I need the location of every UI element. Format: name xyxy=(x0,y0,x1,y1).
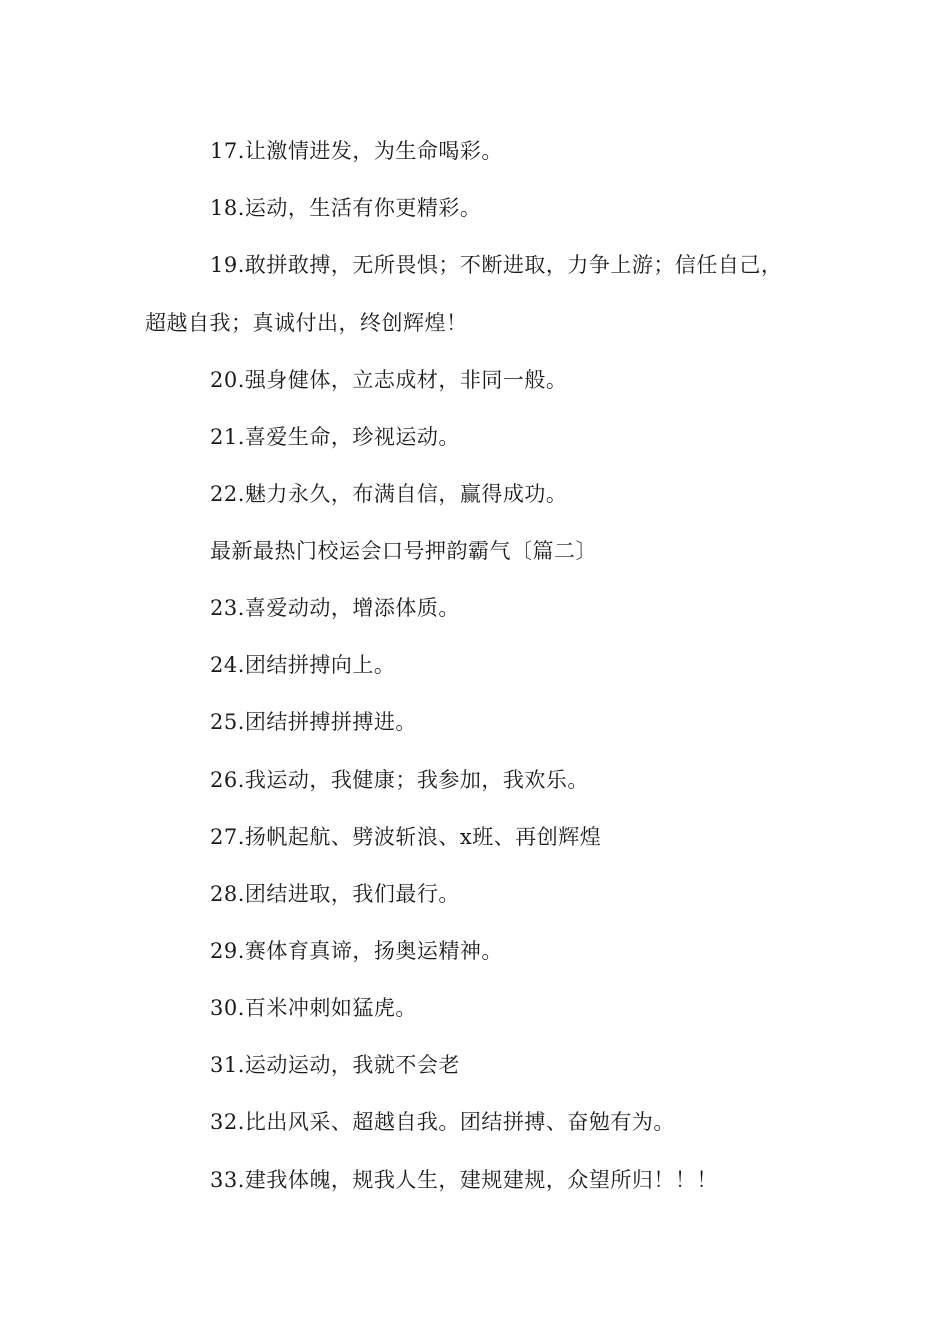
slogan-27: 27.扬帆起航、劈波斩浪、x班、再创辉煌 xyxy=(210,825,602,849)
slogan-32: 32.比出风采、超越自我。团结拼搏、奋勉有为。 xyxy=(210,1110,675,1134)
slogan-31: 31.运动运动，我就不会老 xyxy=(210,1053,460,1077)
slogan-19-continuation: 超越自我；真诚付出，终创辉煌！ xyxy=(145,311,468,335)
slogan-30: 30.百米冲刺如猛虎。 xyxy=(210,996,417,1020)
slogan-33: 33.建我体魄，规我人生，建规建规，众望所归！！！ xyxy=(210,1168,718,1192)
slogan-26: 26.我运动，我健康；我参加，我欢乐。 xyxy=(210,768,589,792)
slogan-17: 17.让激情进发，为生命喝彩。 xyxy=(210,139,503,163)
section-heading: 最新最热门校运会口号押韵霸气〔篇二〕 xyxy=(210,539,597,563)
slogan-22: 22.魅力永久，布满自信，赢得成功。 xyxy=(210,482,568,506)
slogan-23: 23.喜爱动动，增添体质。 xyxy=(210,596,460,620)
slogan-20: 20.强身健体，立志成材，非同一般。 xyxy=(210,368,568,392)
slogan-25: 25.团结拼搏拼搏进。 xyxy=(210,710,417,734)
slogan-28: 28.团结进取，我们最行。 xyxy=(210,882,460,906)
slogan-21: 21.喜爱生命，珍视运动。 xyxy=(210,425,460,449)
slogan-24: 24.团结拼搏向上。 xyxy=(210,653,396,677)
slogan-19: 19.敢拼敢搏，无所畏惧；不断进取，力争上游；信任自己， xyxy=(210,253,783,277)
slogan-18: 18.运动，生活有你更精彩。 xyxy=(210,196,482,220)
slogan-29: 29.赛体育真谛，扬奥运精神。 xyxy=(210,939,503,963)
